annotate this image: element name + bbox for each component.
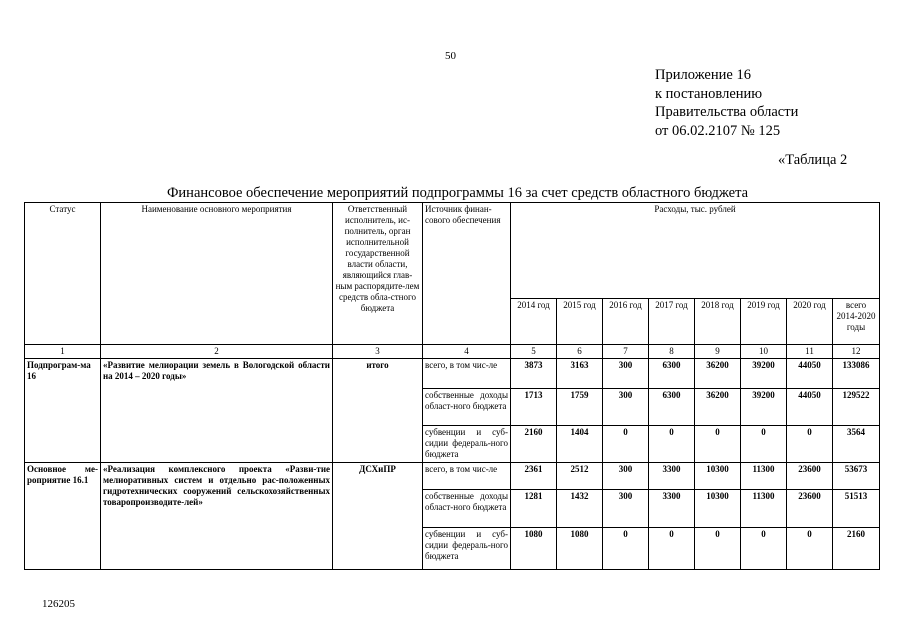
header-responsible: Ответственный исполнитель, ис-полнитель, орган исполнительной государственной власти области, являющийся глав-ным распорядите-лем средств обла-стного бюджета: [333, 203, 423, 345]
value-cell: 0: [603, 528, 649, 570]
value-cell: 0: [603, 426, 649, 463]
header-expenses: Расходы, тыс. рублей: [511, 203, 880, 299]
value-cell: 0: [649, 528, 695, 570]
page-number: 50: [445, 50, 456, 62]
value-cell: 300: [603, 463, 649, 490]
year-header: 2016 год: [603, 299, 649, 345]
value-cell: 0: [695, 426, 741, 463]
year-header: 2014 год: [511, 299, 557, 345]
column-number: 6: [557, 345, 603, 359]
row-source: субвенции и суб-сидии федераль-ного бюджета: [423, 426, 511, 463]
column-number: 1: [25, 345, 101, 359]
value-cell: 44050: [787, 389, 833, 426]
value-cell: 3300: [649, 490, 695, 528]
value-cell-total: 53673: [833, 463, 880, 490]
value-cell: 0: [695, 528, 741, 570]
value-cell: 23600: [787, 463, 833, 490]
value-cell: 0: [741, 528, 787, 570]
document-code: 126205: [42, 598, 75, 610]
column-number: 11: [787, 345, 833, 359]
table-row: [25, 463, 880, 490]
appendix-block: [655, 66, 798, 140]
value-cell: 300: [603, 389, 649, 426]
row-responsible: ДСХиПР: [333, 463, 423, 570]
year-header: 2020 год: [787, 299, 833, 345]
value-cell: 10300: [695, 463, 741, 490]
table-label: «Таблица 2: [778, 152, 848, 168]
value-cell: 1404: [557, 426, 603, 463]
table-title: Финансовое обеспечение мероприятий подпрограммы 16 за счет средств областного бюджета: [166, 185, 749, 201]
row-name: «Реализация комплексного проекта «Разви-тие мелиоративных систем и отдельно рас-положенных гидротехнических сооружений сельскохозяйственных товаропроизводите-лей»: [101, 463, 333, 570]
value-cell: 1759: [557, 389, 603, 426]
column-number: 3: [333, 345, 423, 359]
value-cell: 1713: [511, 389, 557, 426]
row-name: «Развитие мелиорации земель в Вологодской области на 2014 – 2020 годы»: [101, 359, 333, 463]
value-cell: 0: [787, 528, 833, 570]
value-cell: 2160: [511, 426, 557, 463]
value-cell: 1432: [557, 490, 603, 528]
column-number-row: [25, 345, 880, 359]
row-status: Подпрограм-ма 16: [25, 359, 101, 463]
row-responsible: итого: [333, 359, 423, 463]
column-number: 12: [833, 345, 880, 359]
value-cell: 0: [787, 426, 833, 463]
header-source: Источник финан-сового обеспечения: [423, 203, 511, 345]
value-cell: 2512: [557, 463, 603, 490]
value-cell: 2361: [511, 463, 557, 490]
value-cell: 23600: [787, 490, 833, 528]
value-cell: 39200: [741, 359, 787, 389]
column-number: 9: [695, 345, 741, 359]
value-cell: 3300: [649, 463, 695, 490]
value-cell: 1080: [511, 528, 557, 570]
row-status: Основное ме-роприятие 16.1: [25, 463, 101, 570]
value-cell: 11300: [741, 490, 787, 528]
value-cell: 0: [649, 426, 695, 463]
value-cell: 1281: [511, 490, 557, 528]
value-cell-total: 2160: [833, 528, 880, 570]
appendix-line-3: Правительства области: [655, 104, 799, 120]
row-source: собственные доходы област-ного бюджета: [423, 389, 511, 426]
header-name: Наименование основного мероприятия: [101, 203, 333, 345]
year-header: 2015 год: [557, 299, 603, 345]
value-cell: 3873: [511, 359, 557, 389]
value-cell: 6300: [649, 359, 695, 389]
value-cell: 11300: [741, 463, 787, 490]
financing-table: [24, 202, 880, 570]
column-number: 5: [511, 345, 557, 359]
year-header-total: всего 2014-2020 годы: [833, 299, 880, 345]
value-cell: 6300: [649, 389, 695, 426]
value-cell: 300: [603, 490, 649, 528]
column-number: 10: [741, 345, 787, 359]
year-header: 2018 год: [695, 299, 741, 345]
value-cell-total: 133086: [833, 359, 880, 389]
value-cell-total: 51513: [833, 490, 880, 528]
column-number: 7: [603, 345, 649, 359]
value-cell: 0: [741, 426, 787, 463]
year-header: 2019 год: [741, 299, 787, 345]
year-header: 2017 год: [649, 299, 695, 345]
value-cell: 39200: [741, 389, 787, 426]
value-cell-total: 3564: [833, 426, 880, 463]
value-cell: 300: [603, 359, 649, 389]
value-cell: 36200: [695, 359, 741, 389]
appendix-line-4: от 06.02.2107 № 125: [655, 122, 781, 139]
row-source: всего, в том чис-ле: [423, 359, 511, 389]
value-cell: 3163: [557, 359, 603, 389]
value-cell: 44050: [787, 359, 833, 389]
column-number: 2: [101, 345, 333, 359]
value-cell: 1080: [557, 528, 603, 570]
header-status: Статус: [25, 203, 101, 345]
row-source: субвенции и суб-сидии федераль-ного бюджета: [423, 528, 511, 570]
table-row: [25, 359, 880, 389]
column-number: 8: [649, 345, 695, 359]
header-row: [25, 203, 880, 299]
value-cell: 10300: [695, 490, 741, 528]
value-cell-total: 129522: [833, 389, 880, 426]
appendix-line-1: Приложение 16: [655, 67, 751, 83]
column-number: 4: [423, 345, 511, 359]
appendix-line-2: к постановлению: [655, 85, 763, 102]
value-cell: 36200: [695, 389, 741, 426]
row-source: всего, в том чис-ле: [423, 463, 511, 490]
row-source: собственные доходы област-ного бюджета: [423, 490, 511, 528]
